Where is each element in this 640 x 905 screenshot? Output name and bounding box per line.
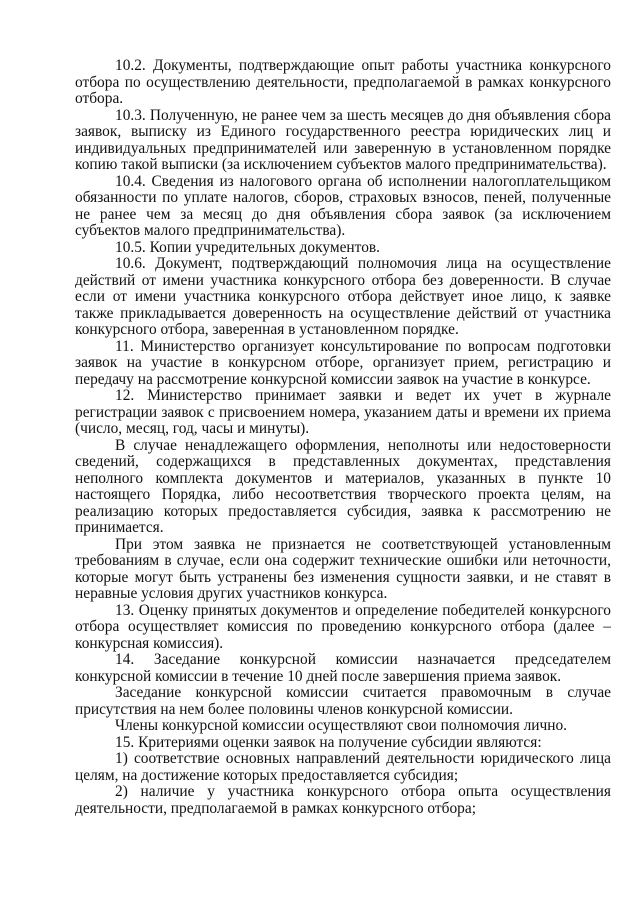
paragraph-12-exception: При этом заявка не признается не соответствующей установленным требованиям в случае, если она содержит технические ошибки или неточности, которые могут быть устранены без изменения сущности заявки, и не ставят в неравные условия других участников конкурса. (75, 535, 611, 602)
paragraph-13: 13. Оценку принятых документов и определение победителей конкурсного отбора осуществляет комиссия по проведению конкурсного отбора (далее – конкурсная комиссия). (75, 601, 611, 652)
paragraph-14-quorum: Заседание конкурсной комиссии считается правомочным в случае присутствия на нем более половины членов конкурсной комиссии. (75, 684, 611, 718)
paragraph-10-3: 10.3. Полученную, не ранее чем за шесть месяцев до дня объявления сбора заявок, выписку из Единого государственного реестра юридических лиц и индивидуальных предпринимателей или заверенную в установленном порядке копию такой выписки (за исключением субъектов малого предпринимательства). (75, 106, 611, 173)
paragraph-15-criterion-1: 1) соответствие основных направлений деятельности юридического лица целям, на достижение которых предоставляется субсидия; (75, 750, 611, 784)
paragraph-14: 14. Заседание конкурсной комиссии назначается председателем конкурсной комиссии в течение 10 дней после завершения приема заявок. (75, 651, 611, 685)
paragraph-10-4: 10.4. Сведения из налогового органа об исполнении налогоплательщиком обязанности по уплате налогов, сборов, страховых взносов, пеней, полученные не ранее чем за месяц до дня объявления сбора заявок (за исключением субъектов малого предпринимательства). (75, 172, 611, 239)
paragraph-15-criterion-2: 2) наличие у участника конкурсного отбора опыта осуществления деятельности, предполагаемой в рамках конкурсного отбора; (75, 783, 611, 817)
paragraph-11: 11. Министерство организует консультирование по вопросам подготовки заявок на участие в конкурсном отборе, организует прием, регистрацию и передачу на рассмотрение конкурсной комиссии заявок на участие в конкурсе. (75, 337, 611, 388)
paragraph-14-members: Члены конкурсной комиссии осуществляют свои полномочия лично. (115, 717, 568, 734)
paragraph-15: 15. Критериями оценки заявок на получение субсидии являются: (115, 733, 542, 751)
paragraph-12: 12. Министерство принимает заявки и ведет их учет в журнале регистрации заявок с присвоением номера, указанием даты и времени их приема (число, месяц, год, часы и минуты). (75, 387, 611, 437)
paragraph-10-6: 10.6. Документ, подтверждающий полномочия лица на осуществление действий от имени участника конкурсного отбора без доверенности. В случае если от имени участника конкурсного отбора действует иное лицо, к заявке также прикладывается доверенность на осуществление действий от участника конкурсного отбора, заверенная в установленном порядке. (75, 255, 611, 338)
paragraph-10-2: 10.2. Документы, подтверждающие опыт работы участника конкурсного отбора по осуществлению деятельности, предполагаемой в рамках конкурсного отбора. (75, 57, 611, 107)
document-body (75, 58, 611, 817)
paragraph-10-5: 10.5. Копии учредительных документов. (115, 238, 380, 256)
paragraph-12-rejection: В случае ненадлежащего оформления, неполноты или недостоверности сведений, содержащихся в представленных документах, представления неполного комплекта документов и материалов, указанных в пункте 10 настоящего Порядка, либо несоответствия творческого проекта целям, на реализацию которых предоставляется субсидия, заявка к рассмотрению не принимается. (75, 436, 611, 536)
